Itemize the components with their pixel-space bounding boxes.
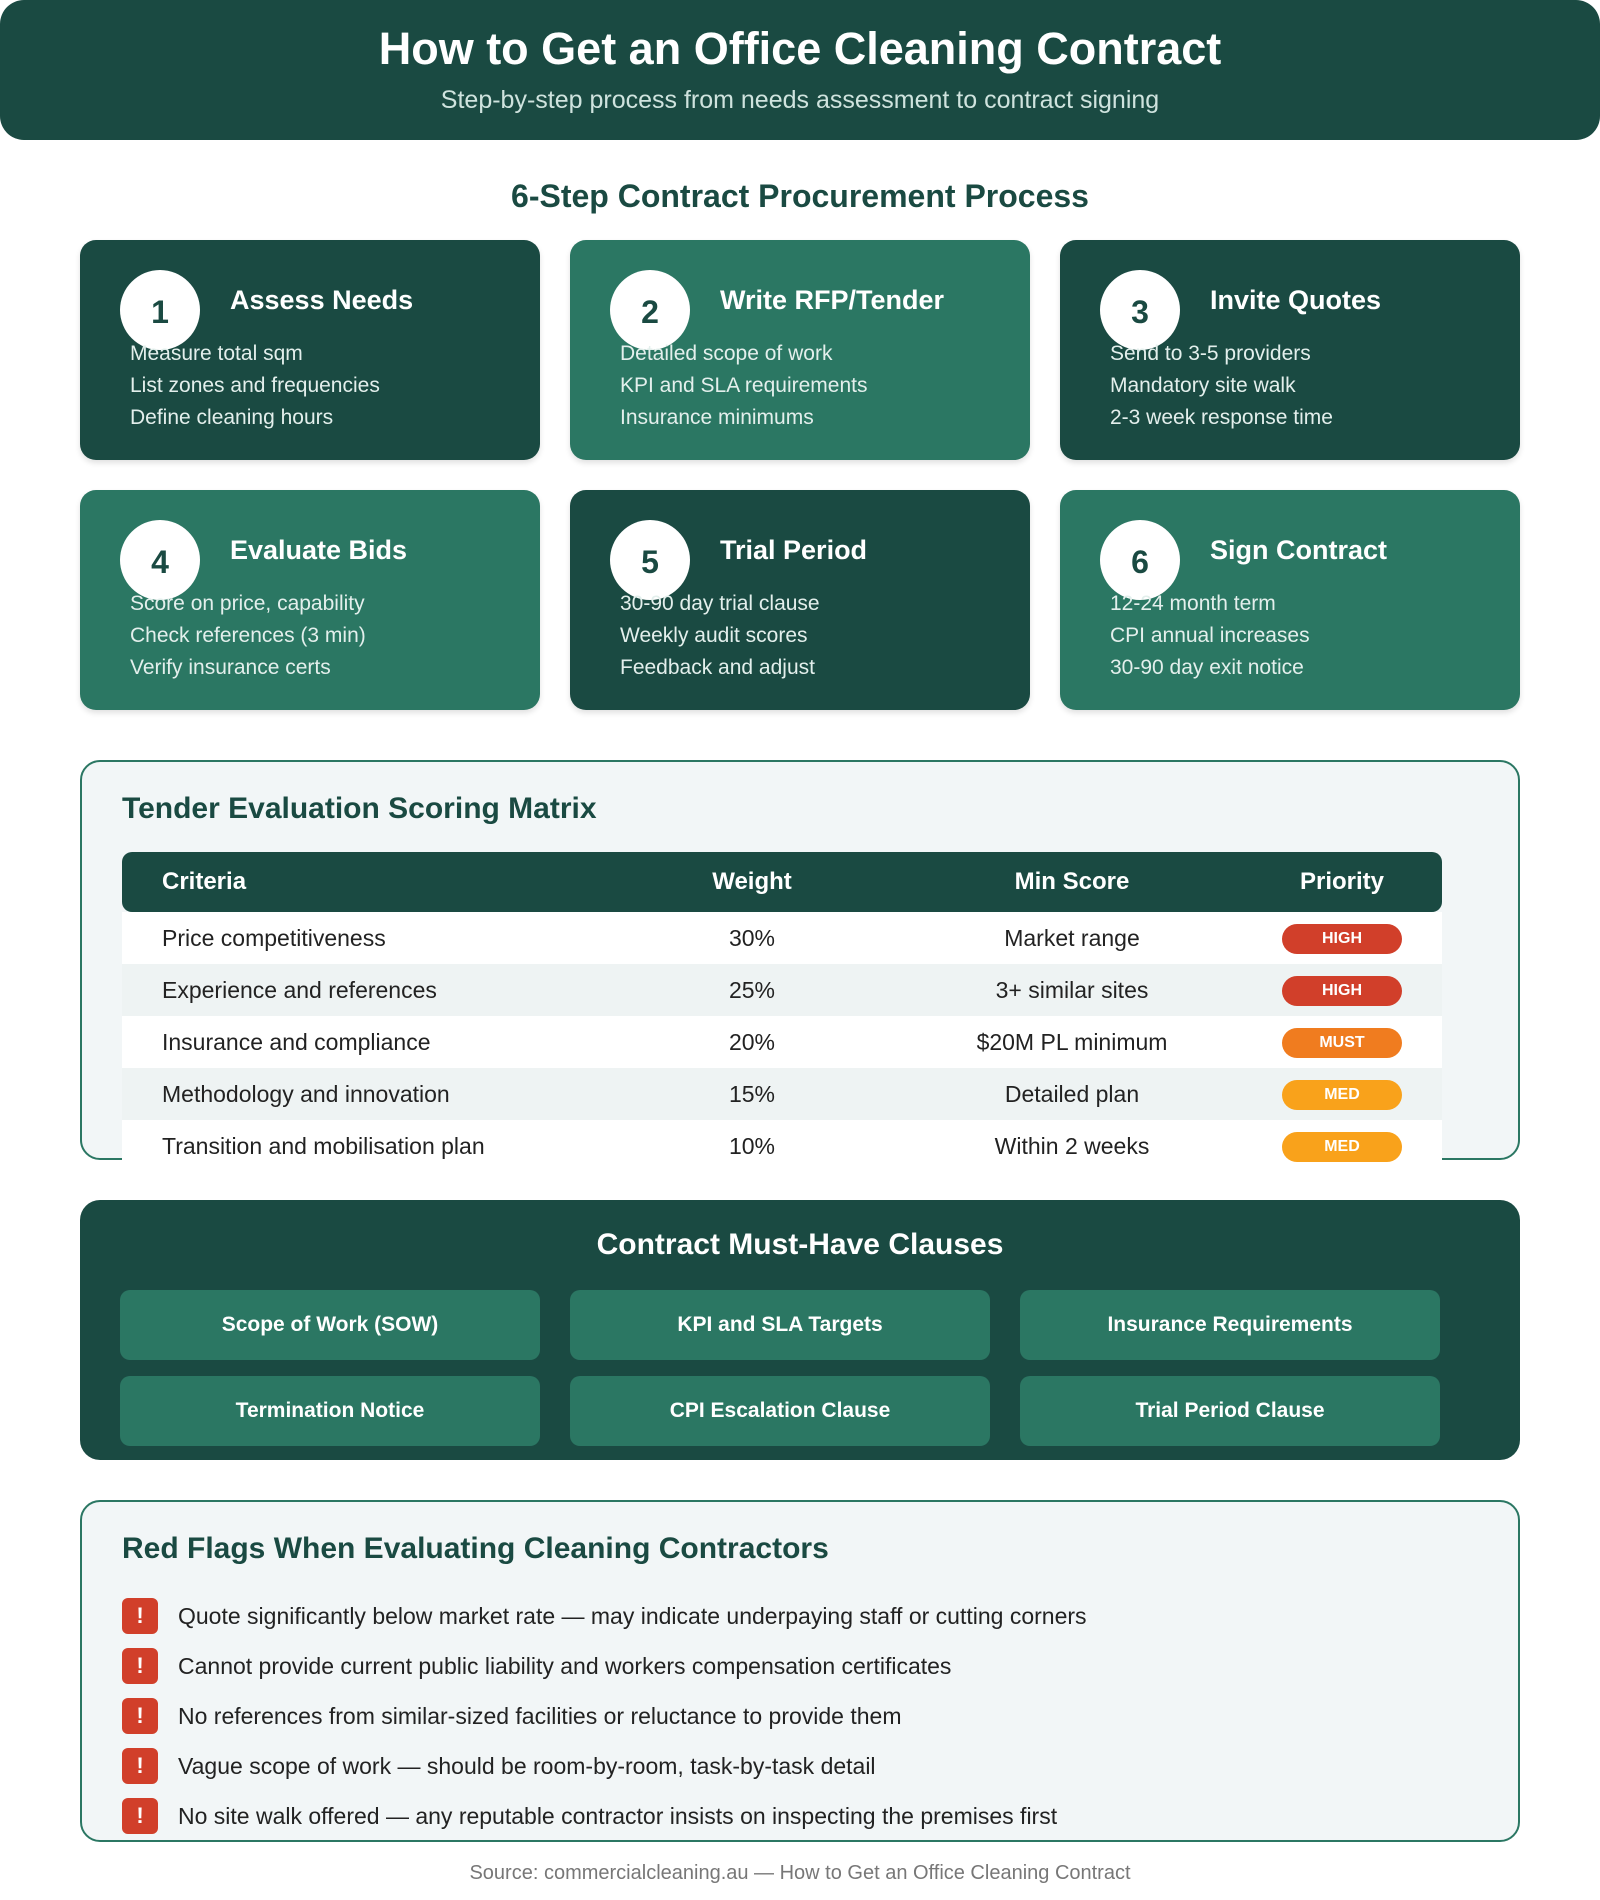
step-items [130,338,380,434]
criteria-cell: Price competitiveness [162,925,386,951]
priority-badge: MUST [1282,1028,1402,1058]
step-item: List zones and frequencies [130,374,380,397]
step-item: Detailed scope of work [620,342,833,365]
priority-badge: MED [1282,1132,1402,1162]
process-title: 6-Step Contract Procurement Process [511,178,1089,214]
step-number: 3 [1100,270,1180,350]
step-card-4 [80,490,540,710]
step-item: KPI and SLA requirements [620,374,868,397]
table-header [122,852,1442,912]
flag-text: Cannot provide current public liability and workers compensation certificates [178,1653,952,1679]
flag-text: No site walk offered — any reputable contractor insists on inspecting the premises first [178,1803,1058,1829]
clause-chip: KPI and SLA Targets [570,1290,990,1360]
red-flags [80,1500,1520,1842]
step-card-5 [570,490,1030,710]
step-title: Assess Needs [230,285,414,315]
step-item: CPI annual increases [1110,624,1310,647]
header-priority: Priority [1299,868,1385,895]
table-row [122,1120,1442,1172]
criteria-cell: Transition and mobilisation plan [162,1133,485,1159]
step-item: Check references (3 min) [130,624,366,647]
warning-icon: ! [122,1798,158,1834]
step-item: Feedback and adjust [620,656,815,679]
process-steps [80,240,1520,710]
must-have-clauses [80,1200,1520,1460]
flag-text: Quote significantly below market rate — may indicate underpaying staff or cutting corners [178,1603,1087,1629]
table-row [122,964,1442,1016]
step-item: 2-3 week response time [1110,406,1333,429]
step-number: 2 [610,270,690,350]
flag-text: Vague scope of work — should be room-by-room, task-by-task detail [178,1753,876,1779]
step-item: 12-24 month term [1110,592,1276,615]
step-title: Evaluate Bids [230,535,408,565]
step-item: Weekly audit scores [620,624,808,647]
clause-chip: Termination Notice [120,1376,540,1446]
page-header [0,0,1600,140]
table-row [122,1016,1442,1068]
flag-text: No references from similar-sized facilities or reluctance to provide them [178,1703,902,1729]
step-item: Send to 3-5 providers [1110,342,1311,365]
weight-cell: 10% [728,1133,776,1159]
step-number: 6 [1100,520,1180,600]
clause-chip: Scope of Work (SOW) [120,1290,540,1360]
min-score-cell: 3+ similar sites [995,977,1149,1003]
criteria-cell: Insurance and compliance [162,1029,431,1055]
clauses-title: Contract Must-Have Clauses [596,1228,1004,1261]
warning-icon: ! [122,1648,158,1684]
clause-chip: Trial Period Clause [1020,1376,1440,1446]
step-number: 1 [120,270,200,350]
step-items [1110,588,1310,684]
warning-icon: ! [122,1698,158,1734]
step-item: Verify insurance certs [130,656,331,679]
header-min-score: Min Score [1014,868,1130,895]
warning-icon: ! [122,1598,158,1634]
flags-title: Red Flags When Evaluating Cleaning Contractors [122,1532,829,1565]
step-number: 4 [120,520,200,600]
min-score-cell: Detailed plan [1004,1081,1140,1107]
min-score-cell: Within 2 weeks [994,1133,1150,1159]
clause-chip: Insurance Requirements [1020,1290,1440,1360]
step-items [620,338,867,434]
step-title: Invite Quotes [1210,285,1382,315]
min-score-cell: $20M PL minimum [976,1029,1168,1055]
step-items [620,588,820,684]
step-title: Trial Period [720,535,868,565]
step-item: Define cleaning hours [130,406,334,429]
warning-icon: ! [122,1748,158,1784]
matrix-title: Tender Evaluation Scoring Matrix [122,792,597,825]
step-card-6 [1060,490,1520,710]
source-credit: Source: commercialcleaning.au — How to Get an Office Cleaning Contract [469,1862,1131,1884]
step-item: Insurance minimums [620,406,814,429]
header-criteria: Criteria [162,868,247,895]
step-title: Sign Contract [1210,535,1388,565]
scoring-table [122,852,1442,1172]
criteria-cell: Methodology and innovation [162,1081,450,1107]
min-score-cell: Market range [1004,925,1140,951]
step-item: 30-90 day exit notice [1110,656,1304,679]
step-items [1110,338,1333,434]
priority-badge: HIGH [1282,924,1402,954]
step-items [130,588,366,684]
criteria-cell: Experience and references [162,977,437,1003]
clause-chip: CPI Escalation Clause [570,1376,990,1446]
scoring-matrix [80,760,1520,1160]
step-card-2 [570,240,1030,460]
step-item: Measure total sqm [130,342,303,365]
weight-cell: 20% [728,1029,776,1055]
weight-cell: 25% [728,977,776,1003]
page-title: How to Get an Office Cleaning Contract [378,23,1222,74]
step-title: Write RFP/Tender [720,285,945,315]
step-number: 5 [610,520,690,600]
step-item: Score on price, capability [130,592,365,615]
table-row [122,912,1442,964]
step-card-3 [1060,240,1520,460]
priority-badge: MED [1282,1080,1402,1110]
page-subtitle: Step-by-step process from needs assessment to contract signing [440,86,1160,114]
table-row [122,1068,1442,1120]
step-item: 30-90 day trial clause [620,592,820,615]
weight-cell: 15% [728,1081,776,1107]
step-card-1 [80,240,540,460]
step-item: Mandatory site walk [1110,374,1296,397]
weight-cell: 30% [728,925,776,951]
header-weight: Weight [712,868,792,895]
priority-badge: HIGH [1282,976,1402,1006]
